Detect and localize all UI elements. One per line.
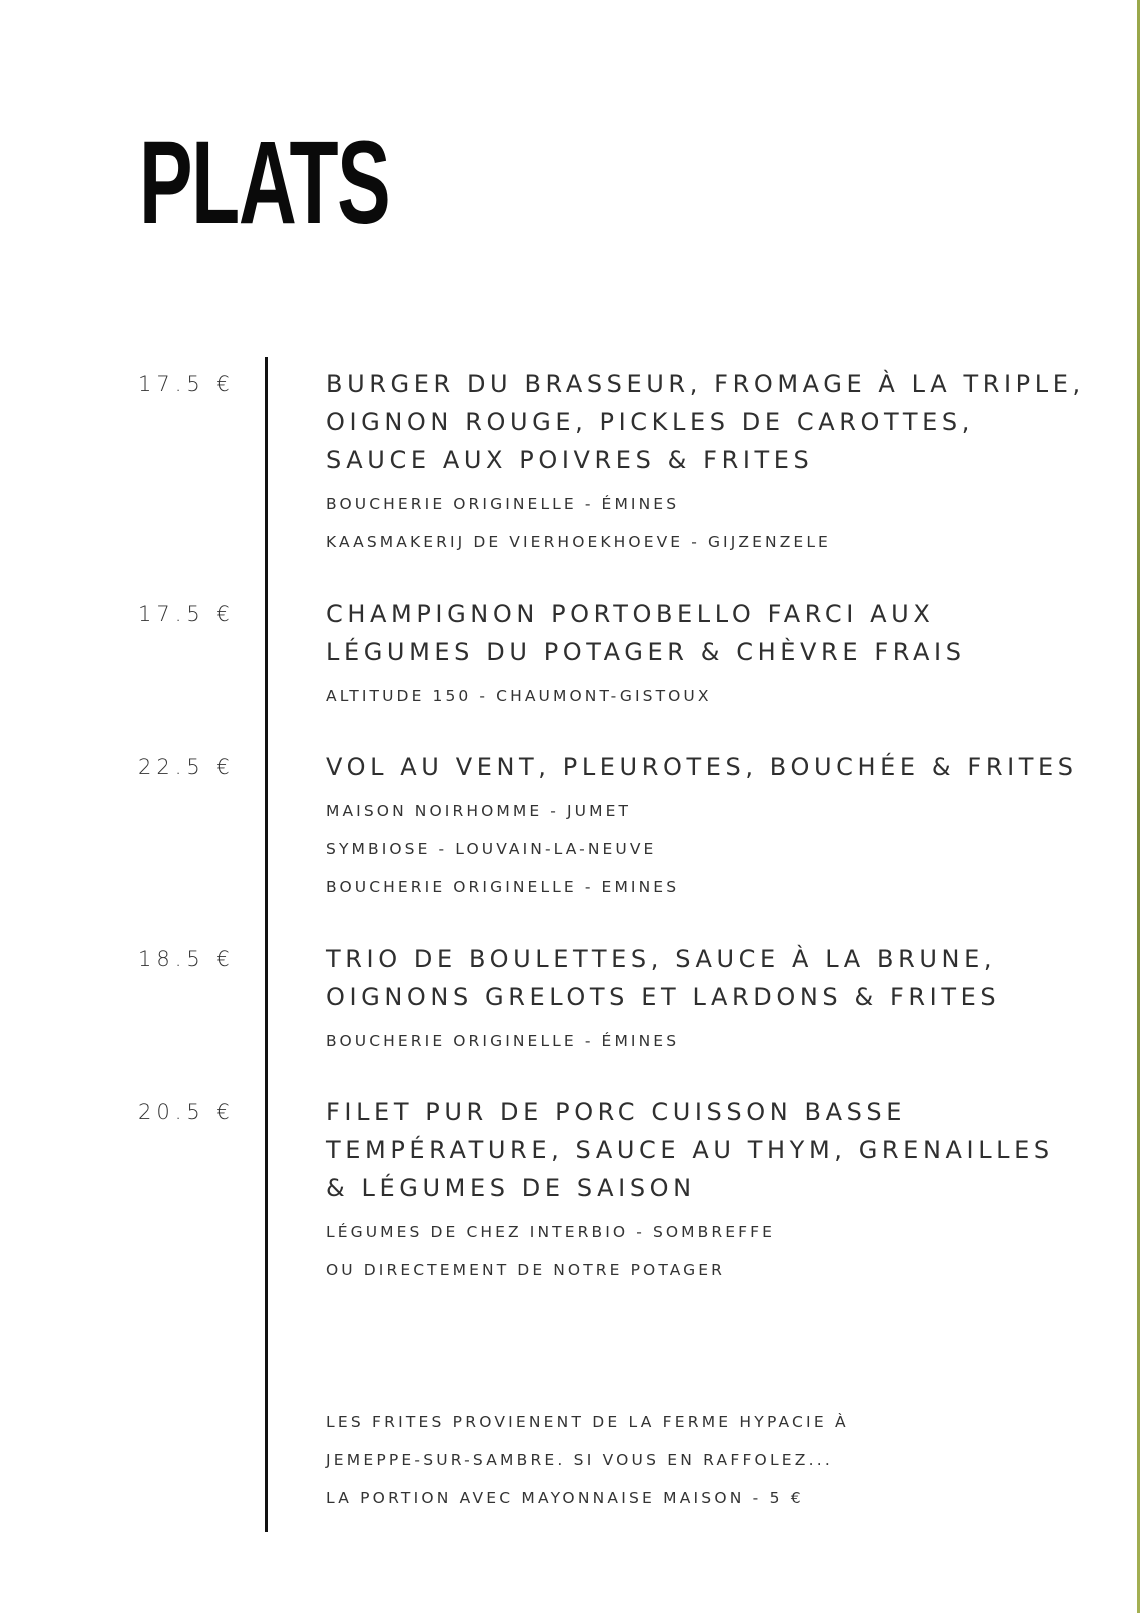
- item-name: [326, 748, 1086, 786]
- item-body: [326, 595, 1086, 715]
- item-price: 20.5 €: [138, 1100, 235, 1124]
- item-name-line: BURGER DU BRASSEUR, FROMAGE À LA TRIPLE,: [326, 370, 1085, 398]
- note-line: JEMEPPE-SUR-SAMBRE. SI VOUS EN RAFFOLEZ...: [326, 1451, 833, 1469]
- item-name-line: FILET PUR DE PORC CUISSON BASSE: [326, 1098, 907, 1126]
- item-producer: LÉGUMES DE CHEZ INTERBIO - SOMBREFFE: [326, 1223, 776, 1241]
- item-producer: OU DIRECTEMENT DE NOTRE POTAGER: [326, 1261, 726, 1279]
- fries-note: [326, 1403, 849, 1517]
- item-name-line: OIGNON ROUGE, PICKLES DE CAROTTES,: [326, 408, 974, 436]
- item-body: [326, 940, 1086, 1060]
- note-line: LA PORTION AVEC MAYONNAISE MAISON - 5 €: [326, 1489, 804, 1507]
- item-name-line: VOL AU VENT, PLEUROTES, BOUCHÉE & FRITES: [326, 753, 1078, 781]
- vertical-divider: [265, 357, 268, 1532]
- item-producer: KAASMAKERIJ DE VIERHOEKHOEVE - GIJZENZELE: [326, 533, 831, 551]
- item-name-line: & LÉGUMES DE SAISON: [326, 1174, 696, 1202]
- item-producer: SYMBIOSE - LOUVAIN-LA-NEUVE: [326, 840, 657, 858]
- item-name-line: CHAMPIGNON PORTOBELLO FARCI AUX: [326, 600, 935, 628]
- item-producers: [326, 1022, 1086, 1060]
- item-body: [326, 365, 1086, 561]
- item-producer: ALTITUDE 150 - CHAUMONT-GISTOUX: [326, 687, 712, 705]
- item-producer: BOUCHERIE ORIGINELLE - EMINES: [326, 878, 680, 896]
- item-producers: [326, 792, 1086, 906]
- item-producer: BOUCHERIE ORIGINELLE - ÉMINES: [326, 495, 680, 513]
- item-name-line: SAUCE AUX POIVRES & FRITES: [326, 446, 814, 474]
- item-producers: [326, 1213, 1086, 1289]
- item-name: [326, 595, 1086, 671]
- item-name: [326, 940, 1086, 1016]
- item-name-line: OIGNONS GRELOTS ET LARDONS & FRITES: [326, 983, 1001, 1011]
- item-name-line: LÉGUMES DU POTAGER & CHÈVRE FRAIS: [326, 638, 966, 666]
- item-price: 22.5 €: [138, 755, 235, 779]
- item-price: 17.5 €: [138, 602, 235, 626]
- item-producer: MAISON NOIRHOMME - JUMET: [326, 802, 632, 820]
- page-title: PLATS: [139, 117, 390, 249]
- item-producers: [326, 485, 1086, 561]
- item-price: 17.5 €: [138, 372, 235, 396]
- item-body: [326, 1093, 1086, 1289]
- item-name-line: TEMPÉRATURE, SAUCE AU THYM, GRENAILLES: [326, 1136, 1054, 1164]
- item-name: [326, 365, 1086, 479]
- item-name: [326, 1093, 1086, 1207]
- note-line: LES FRITES PROVIENENT DE LA FERME HYPACIE À: [326, 1413, 849, 1431]
- item-name-line: TRIO DE BOULETTES, SAUCE À LA BRUNE,: [326, 945, 997, 973]
- item-producer: BOUCHERIE ORIGINELLE - ÉMINES: [326, 1032, 680, 1050]
- item-producers: [326, 677, 1086, 715]
- item-price: 18.5 €: [138, 947, 235, 971]
- item-body: [326, 748, 1086, 906]
